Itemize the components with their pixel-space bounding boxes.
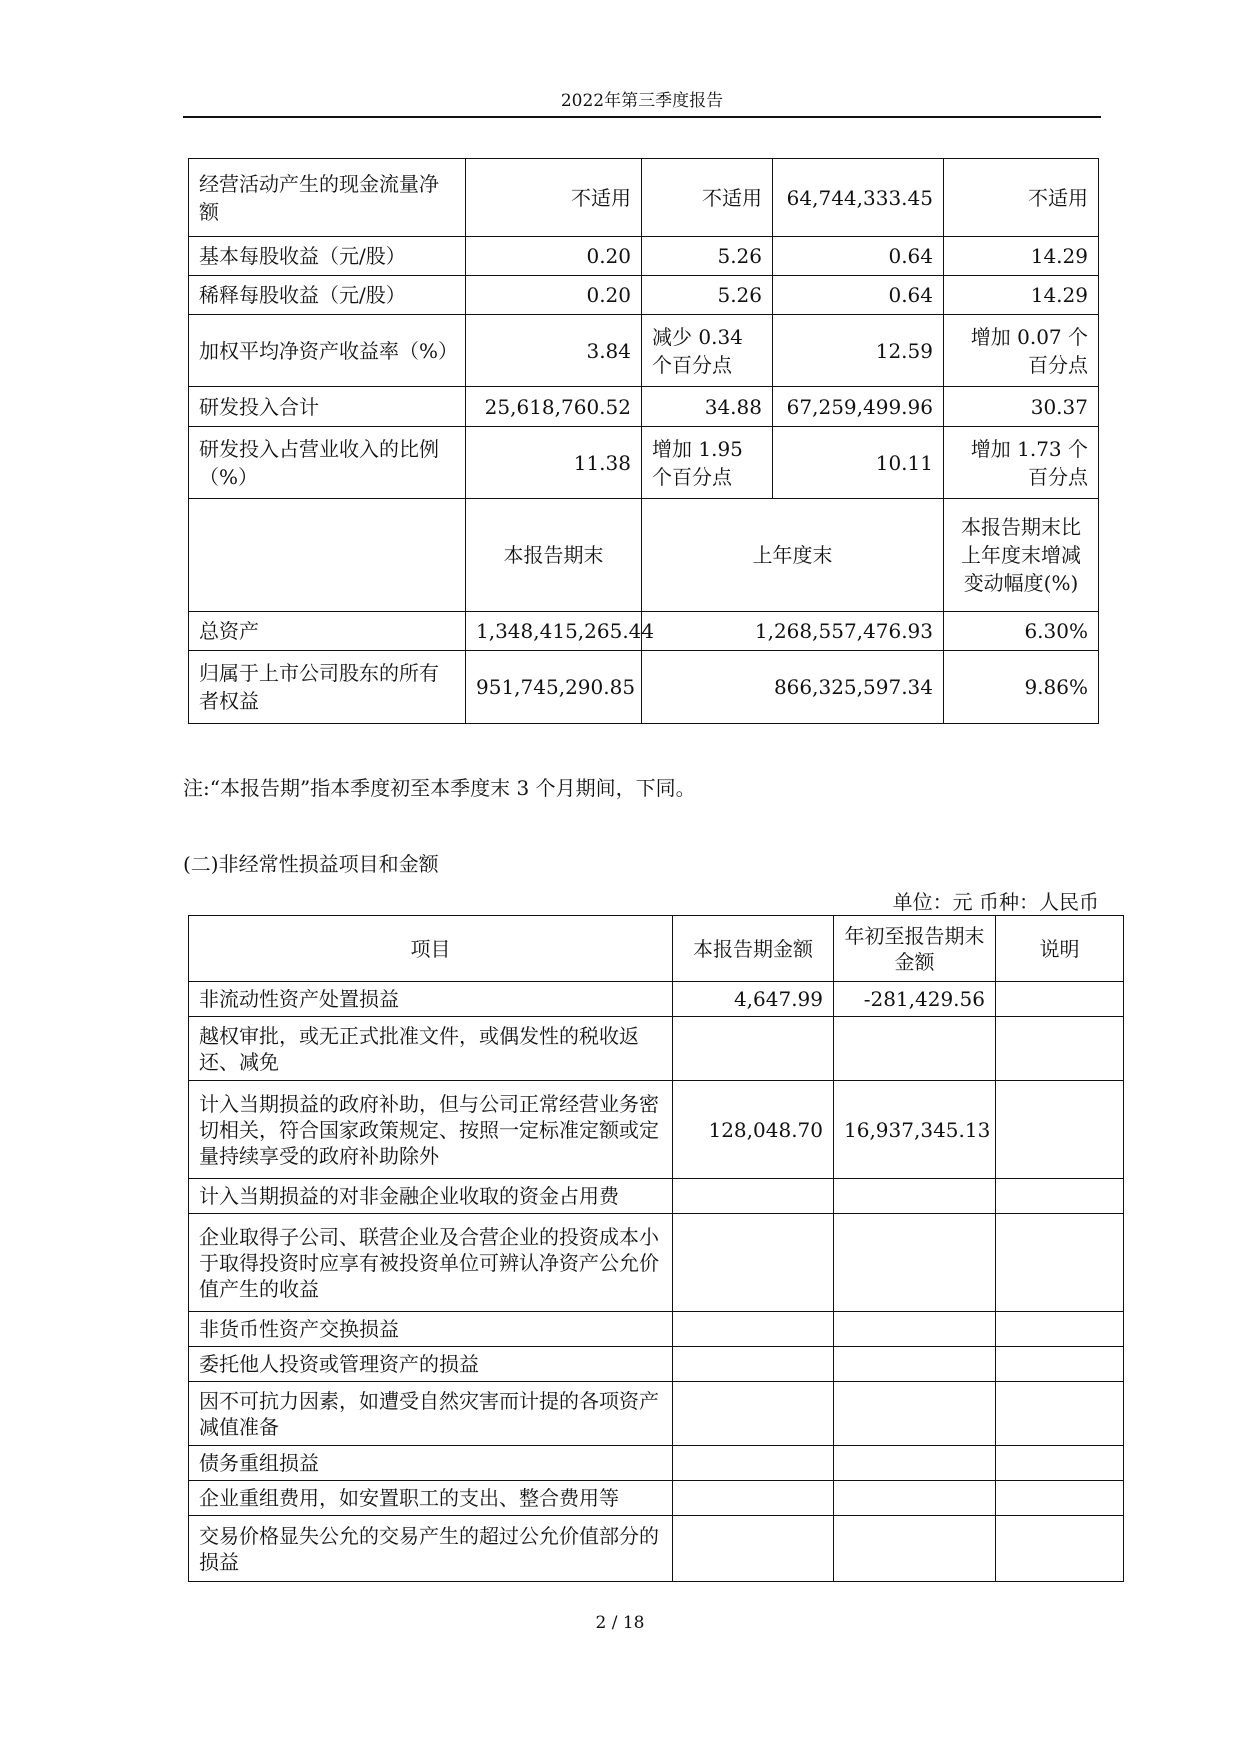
note-cell xyxy=(996,1382,1124,1446)
cell-value: 0.20 xyxy=(466,237,642,276)
current-amount-cell xyxy=(673,1446,834,1481)
current-amount-cell xyxy=(673,1312,834,1347)
note-cell xyxy=(996,1179,1124,1214)
current-amount-cell xyxy=(673,1179,834,1214)
cell-value: 6.30% xyxy=(944,612,1099,651)
ytd-amount-cell xyxy=(834,1017,996,1081)
cell-value: 34.88 xyxy=(642,387,773,427)
current-amount-cell xyxy=(673,1481,834,1516)
cell-value: 5.26 xyxy=(642,237,773,276)
row-label: 总资产 xyxy=(189,612,466,651)
cell-value: 5.26 xyxy=(642,276,773,315)
cell-value: 不适用 xyxy=(642,159,773,237)
row-label: 基本每股收益（元/股） xyxy=(189,237,466,276)
table-row xyxy=(189,315,1099,387)
table-row xyxy=(189,276,1099,315)
column-header: 上年度末 xyxy=(642,499,944,612)
cell-value: 增加 0.07 个百分点 xyxy=(944,315,1099,387)
note-cell xyxy=(996,1347,1124,1382)
non-recurring-items-table xyxy=(188,915,1124,1582)
table-row xyxy=(189,651,1099,724)
item-cell: 债务重组损益 xyxy=(189,1446,673,1481)
cell-value: 1,348,415,265.44 xyxy=(466,612,642,651)
current-amount-cell xyxy=(673,1382,834,1446)
table-row xyxy=(189,1347,1124,1382)
table-row xyxy=(189,1446,1124,1481)
cell-value: 64,744,333.45 xyxy=(773,159,944,237)
footnote: 注:“本报告期”指本季度初至本季度末 3 个月期间，下同。 xyxy=(183,776,696,800)
ytd-amount-cell xyxy=(834,1347,996,1382)
cell-value: 减少 0.34 个百分点 xyxy=(642,315,773,387)
ytd-amount-cell xyxy=(834,1446,996,1481)
cell-value: 0.20 xyxy=(466,276,642,315)
ytd-amount-cell: 16,937,345.13 xyxy=(834,1081,996,1179)
cell-value: 不适用 xyxy=(944,159,1099,237)
current-amount-cell xyxy=(673,1347,834,1382)
table-row xyxy=(189,1179,1124,1214)
item-cell: 企业重组费用，如安置职工的支出、整合费用等 xyxy=(189,1481,673,1516)
column-header: 年初至报告期末金额 xyxy=(834,916,996,982)
row-label xyxy=(189,499,466,612)
page-header xyxy=(183,86,1101,118)
item-cell: 企业取得子公司、联营企业及合营企业的投资成本小于取得投资时应享有被投资单位可辨认净资产公允价值产生的收益 xyxy=(189,1214,673,1312)
cell-value: 67,259,499.96 xyxy=(773,387,944,427)
ytd-amount-cell xyxy=(834,1481,996,1516)
item-cell: 交易价格显失公允的交易产生的超过公允价值部分的损益 xyxy=(189,1516,673,1582)
unit-label: 单位：元 币种：人民币 xyxy=(892,890,1099,914)
cell-value: 1,268,557,476.93 xyxy=(642,612,944,651)
table-row xyxy=(189,1516,1124,1582)
table-row xyxy=(189,159,1099,237)
ytd-amount-cell xyxy=(834,1214,996,1312)
ytd-amount-cell xyxy=(834,1382,996,1446)
cell-value: 25,618,760.52 xyxy=(466,387,642,427)
table-row xyxy=(189,427,1099,499)
table-row xyxy=(189,1081,1124,1179)
row-label: 研发投入占营业收入的比例（%） xyxy=(189,427,466,499)
table-row xyxy=(189,1312,1124,1347)
ytd-amount-cell xyxy=(834,1516,996,1582)
note-cell xyxy=(996,1516,1124,1582)
cell-value: 866,325,597.34 xyxy=(642,651,944,724)
row-label: 经营活动产生的现金流量净额 xyxy=(189,159,466,237)
current-amount-cell: 4,647.99 xyxy=(673,982,834,1017)
ytd-amount-cell: -281,429.56 xyxy=(834,982,996,1017)
table-row xyxy=(189,1214,1124,1312)
current-amount-cell: 128,048.70 xyxy=(673,1081,834,1179)
table-row xyxy=(189,1017,1124,1081)
table-header-row xyxy=(189,916,1124,982)
current-amount-cell xyxy=(673,1516,834,1582)
cell-value: 增加 1.73 个百分点 xyxy=(944,427,1099,499)
item-cell: 非货币性资产交换损益 xyxy=(189,1312,673,1347)
cell-value: 10.11 xyxy=(773,427,944,499)
ytd-amount-cell xyxy=(834,1179,996,1214)
note-cell xyxy=(996,1481,1124,1516)
table-row xyxy=(189,1382,1124,1446)
cell-value: 不适用 xyxy=(466,159,642,237)
item-cell: 因不可抗力因素，如遭受自然灾害而计提的各项资产减值准备 xyxy=(189,1382,673,1446)
cell-value: 9.86% xyxy=(944,651,1099,724)
item-cell: 越权审批，或无正式批准文件，或偶发性的税收返还、减免 xyxy=(189,1017,673,1081)
table-row xyxy=(189,237,1099,276)
report-title: 2022年第三季度报告 xyxy=(560,91,724,111)
table-row xyxy=(189,982,1124,1017)
column-header: 本报告期末比上年度末增减变动幅度(%) xyxy=(944,499,1099,612)
note-cell xyxy=(996,1017,1124,1081)
note-cell xyxy=(996,982,1124,1017)
item-cell: 计入当期损益的政府补助，但与公司正常经营业务密切相关，符合国家政策规定、按照一定标准定额或定量持续享受的政府补助除外 xyxy=(189,1081,673,1179)
cell-value: 增加 1.95 个百分点 xyxy=(642,427,773,499)
section-title: (二)非经常性损益项目和金额 xyxy=(183,852,439,876)
table-subheader-row xyxy=(189,499,1099,612)
cell-value: 0.64 xyxy=(773,276,944,315)
page-number: 2 / 18 xyxy=(595,1613,645,1633)
cell-value: 951,745,290.85 xyxy=(466,651,642,724)
row-label: 归属于上市公司股东的所有者权益 xyxy=(189,651,466,724)
current-amount-cell xyxy=(673,1017,834,1081)
cell-value: 3.84 xyxy=(466,315,642,387)
row-label: 稀释每股收益（元/股） xyxy=(189,276,466,315)
table-row xyxy=(189,612,1099,651)
table-row xyxy=(189,1481,1124,1516)
item-cell: 非流动性资产处置损益 xyxy=(189,982,673,1017)
cell-value: 11.38 xyxy=(466,427,642,499)
column-header: 本报告期金额 xyxy=(673,916,834,982)
current-amount-cell xyxy=(673,1214,834,1312)
row-label: 研发投入合计 xyxy=(189,387,466,427)
note-cell xyxy=(996,1214,1124,1312)
cell-value: 12.59 xyxy=(773,315,944,387)
ytd-amount-cell xyxy=(834,1312,996,1347)
table-row xyxy=(189,387,1099,427)
item-cell: 委托他人投资或管理资产的损益 xyxy=(189,1347,673,1382)
row-label: 加权平均净资产收益率（%） xyxy=(189,315,466,387)
note-cell xyxy=(996,1312,1124,1347)
key-financials-table xyxy=(188,158,1099,724)
cell-value: 0.64 xyxy=(773,237,944,276)
item-cell: 计入当期损益的对非金融企业收取的资金占用费 xyxy=(189,1179,673,1214)
cell-value: 30.37 xyxy=(944,387,1099,427)
column-header: 说明 xyxy=(996,916,1124,982)
column-header: 项目 xyxy=(189,916,673,982)
cell-value: 14.29 xyxy=(944,237,1099,276)
note-cell xyxy=(996,1446,1124,1481)
note-cell xyxy=(996,1081,1124,1179)
cell-value: 14.29 xyxy=(944,276,1099,315)
column-header: 本报告期末 xyxy=(466,499,642,612)
